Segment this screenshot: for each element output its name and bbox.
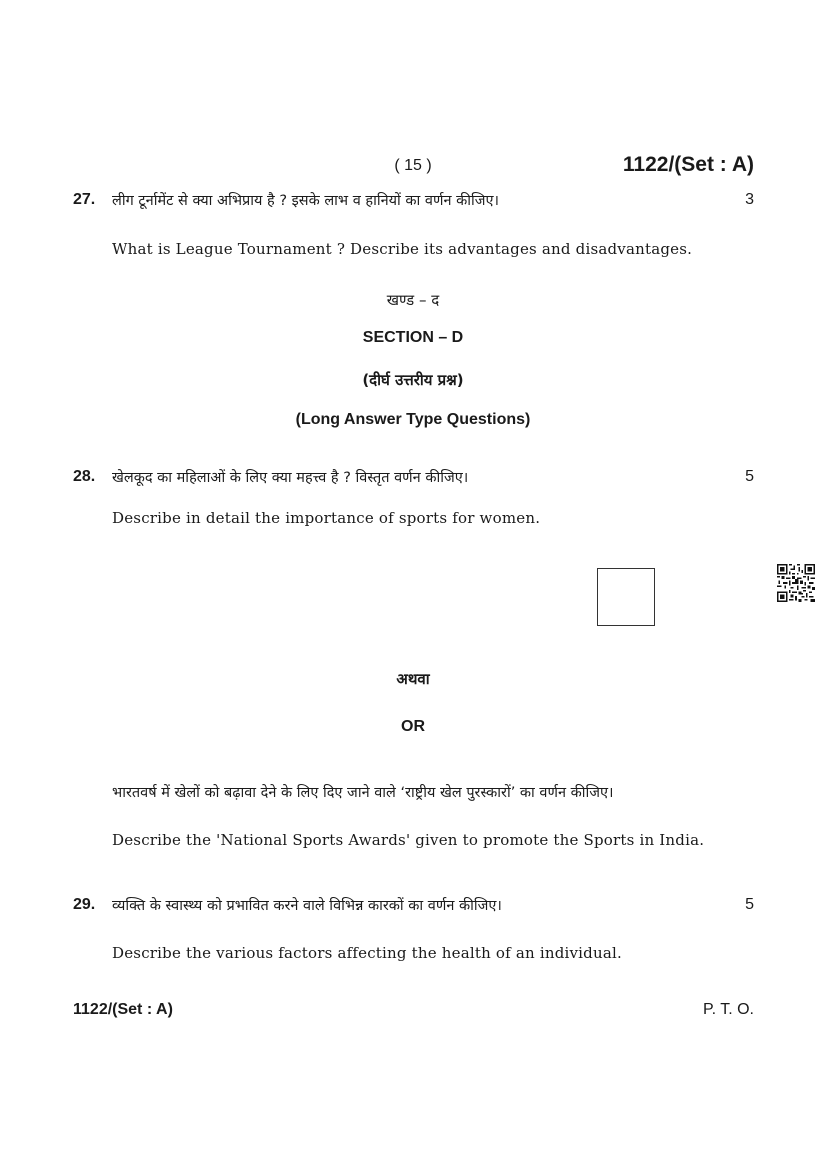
section-subtitle-english: (Long Answer Type Questions) — [295, 411, 531, 428]
question-29-marks: 5 — [745, 896, 754, 913]
section-title-hindi: खण्ड – द — [386, 291, 440, 309]
question-28-english: Describe in detail the importance of sports for women. — [112, 509, 541, 527]
question-28-hindi: खेलकूद का महिलाओं के लिए क्या महत्त्व है ? विस्तृत वर्णन कीजिए। — [112, 470, 469, 486]
question-29-english: Describe the various factors affecting the health of an individual. — [112, 944, 622, 962]
paper-code-footer: 1122/(Set : A) — [73, 1001, 173, 1018]
section-subtitle-hindi: (दीर्घ उत्तरीय प्रश्न) — [362, 371, 464, 389]
question-29-number: 29. — [73, 896, 96, 913]
or-divider-hindi: अथवा — [396, 670, 430, 688]
question-27-number: 27. — [73, 191, 96, 208]
question-28-or-hindi: भारतवर्ष में खेलों को बढ़ावा देने के लिए दिए जाने वाले ‘राष्ट्रीय खेल पुरस्कारों’ का वर्णन कीजिए। — [112, 785, 614, 801]
question-27-marks: 3 — [745, 191, 754, 208]
page-number: ( 15 ) — [394, 157, 432, 174]
question-29-hindi: व्यक्ति के स्वास्थ्य को प्रभावित करने वाले विभिन्न कारकों का वर्णन कीजिए। — [112, 898, 502, 914]
question-28-or-english: Describe the 'National Sports Awards' given to promote the Sports in India. — [112, 831, 705, 849]
empty-box — [597, 568, 655, 626]
question-28-number: 28. — [73, 468, 96, 485]
question-27-hindi: लीग टूर्नामेंट से क्या अभिप्राय है ? इसके लाभ व हानियों का वर्णन कीजिए। — [112, 193, 500, 209]
qr-code-icon — [777, 564, 815, 602]
section-title-english: SECTION – D — [362, 329, 464, 346]
question-27-english: What is League Tournament ? Describe its advantages and disadvantages. — [112, 240, 693, 258]
or-divider-english: OR — [401, 718, 425, 735]
please-turn-over-label: P. T. O. — [703, 1001, 754, 1018]
paper-code-header: 1122/(Set : A) — [622, 153, 754, 176]
question-28-marks: 5 — [745, 468, 754, 485]
